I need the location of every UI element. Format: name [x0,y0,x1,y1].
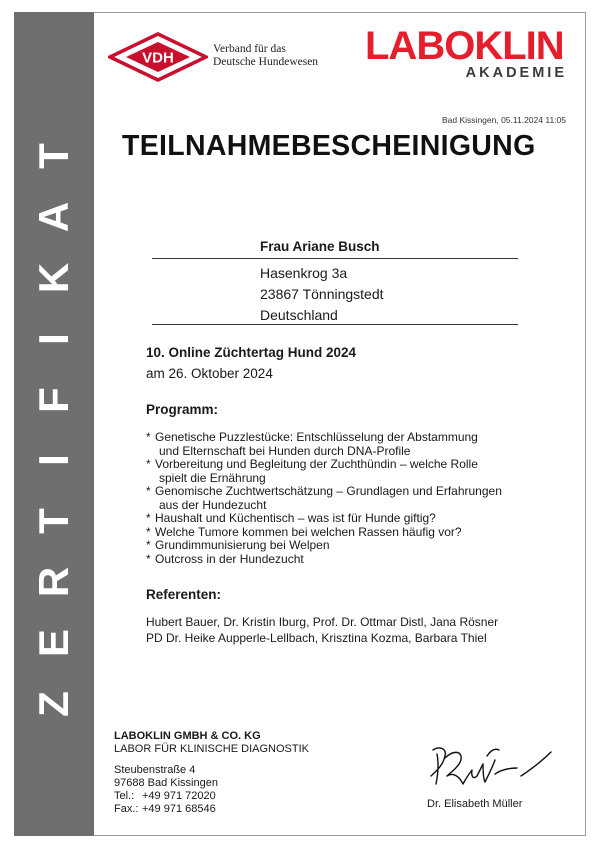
event-name: 10. Online Züchtertag Hund 2024 [146,345,357,360]
program-item-text: Welche Tumore kommen bei welchen Rassen häufig vor? [155,524,462,539]
program-item-text: Vorbereitung und Begleitung der Zuchthündin – welche Rolle [155,457,478,471]
vdh-name-line2: Deutsche Hundewesen [213,56,319,68]
sidebar-letter: F [30,386,77,413]
program-item [146,512,566,526]
referents-heading: Referenten: [146,587,222,602]
sidebar-letter: Z [30,691,77,717]
sidebar-letter: I [29,454,77,467]
bullet-star [146,445,155,459]
program-item [146,539,566,553]
sidebar-letter: E [29,628,77,658]
sidebar-letter: T [30,508,77,535]
fax-label: Fax.: [114,803,139,815]
program-item [146,458,566,472]
sidebar-letter: I [29,332,77,345]
program-item [146,431,566,445]
bullet-star [146,499,155,513]
program-item [146,472,566,486]
address-city: 23867 Tönningstedt [260,286,384,302]
program-item [146,499,566,513]
recipient-name: Frau Ariane Busch [260,239,380,254]
laboklin-logo [365,26,575,81]
company-name: LABOKLIN GMBH & CO. KG [114,730,261,742]
bullet-star: * [146,551,151,566]
company-block [114,730,309,816]
program-item [146,526,566,540]
program-item-text: und Elternschaft bei Hunden durch DNA-Profile [159,443,411,458]
address-street: Hasenkrog 3a [260,265,348,281]
issue-date: Bad Kissingen, 05.11.2024 11:05 [442,115,566,125]
referents-list [146,614,498,646]
signature-name: Dr. Elisabeth Müller [427,798,523,810]
program-item-text: Haushalt und Küchentisch – was ist für Hunde giftig? [155,511,436,525]
vdh-name [213,43,318,69]
program-list [146,431,566,566]
vdh-logo [108,32,208,82]
sidebar-letter: K [30,262,77,293]
program-item-text: Genomische Zuchtwertschätzung – Grundlagen und Erfahrungen [155,484,502,498]
bullet-star [146,472,155,486]
bullet-star: * [146,457,151,471]
zertifikat-vertical-word [24,135,84,725]
program-item-text: aus der Hundezucht [159,497,267,512]
sidebar-letter: A [30,201,77,233]
program-item-text: Outcross in der Hundezucht [155,551,304,566]
certificate-title: TEILNAHMEBESCHEINIGUNG [122,130,536,162]
program-item-text: Genetische Puzzlestücke: Entschlüsselung der Abstammung [155,430,478,444]
recipient-address [260,263,384,326]
program-item-text: spielt die Ernährung [159,470,266,485]
bullet-star: * [146,511,151,525]
laboklin-logo-title: LABOKLIN [365,24,564,68]
program-item [146,485,566,499]
divider-bottom [152,324,518,325]
bullet-star: * [146,484,151,498]
laboklin-logo-subtitle: AKADEMIE [465,65,567,81]
fax-number: +49 971 68546 [142,803,216,815]
program-item-text: Grundimmunisierung bei Welpen [155,538,330,552]
program-item [146,553,566,567]
referents-line: PD Dr. Heike Aupperle-Lellbach, Krisztina Kozma, Barbara Thiel [146,631,487,645]
bullet-star: * [146,524,151,539]
company-tel [114,790,309,803]
program-heading: Programm: [146,402,219,417]
referents-line: Hubert Bauer, Dr. Kristin Iburg, Prof. Dr. Ottmar Distl, Jana Rösner [146,615,499,629]
tel-number: +49 971 72020 [142,790,216,802]
bullet-star: * [146,430,151,444]
signature-image [425,738,555,796]
company-street: Steubenstraße 4 [114,764,196,776]
company-fax [114,803,309,816]
sidebar-letter: R [30,566,77,598]
company-city: 97688 Bad Kissingen [114,777,218,789]
event-date: am 26. Oktober 2024 [146,366,273,381]
company-subtitle: LABOR FÜR KLINISCHE DIAGNOSTIK [114,743,309,755]
vdh-logo-text: VDH [142,49,174,67]
sidebar-letter: T [30,143,77,169]
bullet-star: * [146,538,151,552]
vdh-name-line1: Verband für das [213,43,286,55]
divider-top [152,258,518,259]
address-country: Deutschland [260,307,338,323]
tel-label: Tel.: [114,790,135,802]
program-item [146,445,566,459]
